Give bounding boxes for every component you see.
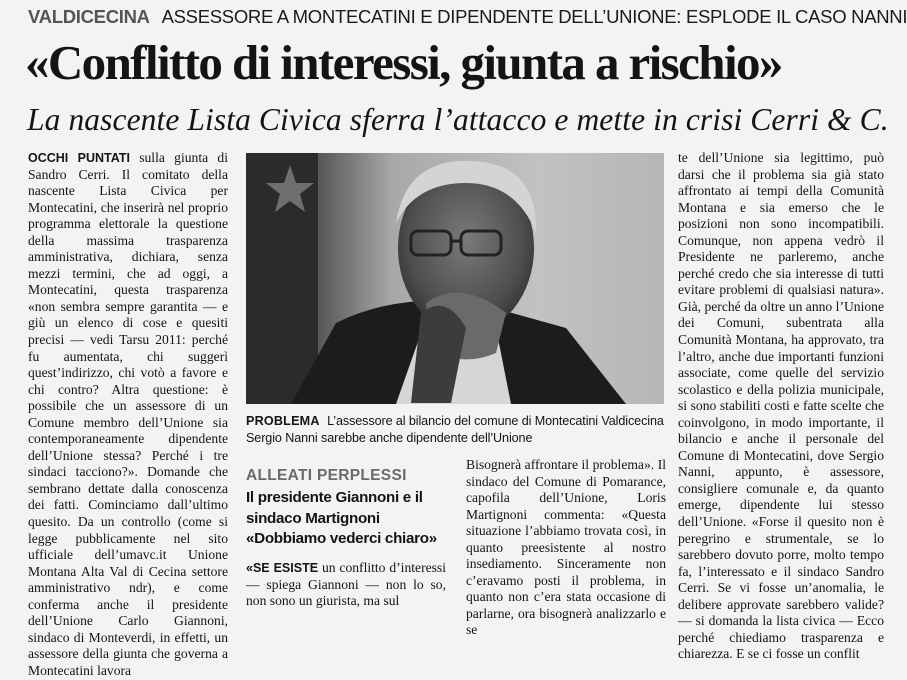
article-column-1: [28, 150, 228, 678]
sidebar-paragraph: [246, 560, 446, 610]
sidebar-body: [246, 560, 446, 609]
column-3-text: te dell’Unione sia legittimo, può darsi che il problema sia già stato affrontato ai tempi della Comunità Montana e sia emerso che le posizioni non sono incompatibili. Comunque, non appena vedrò il Presidente ne parleremo, anche perché credo che sia interesse di tutti evitare problemi di qualsiasi natura». Già, perché da oltre un anno l’Unione dei Comuni, subentrata alla Comunità Montana, ha approvato, tra l’altro, anche due importanti funzioni associate, come quelle del servizio scolastico e della polizia municipale, si sono stabiliti costi e fatte scelte che coinvolgono, in modo importante, il bilancio e anche il personale del Comune di Montecatini, dove Sergio Nanni, appunto, è assessore, consigliere comunale e, da quanto emerge, dipendente lui stesso dell’Unione. «Forse il quesito non è peregrino e strumentale, se lo sarebbero dovuto porre, molto tempo fa, l’interessato e il sindaco Sandro Cerri. Se vi fosse un’anomalia, le delibere approvate sarebbero valide? — si domanda la lista civica — Ecco perché chiediamo trasparenza e chiarezza. E se ci fosse un conflit: [678, 150, 884, 662]
column-2-text: Bisognerà affrontare il problema». Il sindaco del Comune di Pomarance, capofila dell’Unione, Loris Martignoni commenta: «Questa situazione l’abbiamo trovata così, in quanto preesistente al nostro insediamento. Sinceramente non c’eravamo posti il problema, in quanto non c’era stata occasione di parlarne, ora bisognerà analizzarlo e se: [466, 457, 666, 638]
portrait-photo: [246, 153, 664, 404]
article-column-2: [466, 457, 666, 638]
sidebar-text: un conflitto d’interessi — spiega Giannoni — non lo so, non sono un giurista, ma sul: [246, 560, 446, 609]
column-1-paragraph: [28, 150, 228, 680]
article-photo: [246, 153, 664, 404]
photo-caption: [246, 413, 666, 449]
subheadline: La nascente Lista Civica sferra l’attacco e mette in crisi Cerri & C.: [27, 102, 889, 137]
caption-label: PROBLEMA: [246, 414, 320, 428]
sidebar-title: Il presidente Giannoni e il sindaco Martignoni «Dobbiamo vederci chiaro»: [246, 489, 437, 547]
article-column-3: [678, 150, 884, 662]
kicker-text: ASSESSORE A MONTECATINI E DIPENDENTE DELL’UNIONE: ESPLODE IL CASO NANNI: [161, 6, 907, 27]
section-kicker: [28, 6, 907, 28]
caption-text: L’assessore al bilancio del comune di Montecatini Valdicecina Sergio Nanni sarebbe anche dipendente dell’Unione: [246, 414, 664, 445]
sidebar-kicker: ALLEATI PERPLESSI: [246, 467, 407, 484]
headline: «Conflitto di interessi, giunta a rischio»: [25, 35, 782, 90]
sidebar-lead: «SE ESISTE: [246, 561, 319, 575]
kicker-place: VALDICECINA: [28, 6, 150, 27]
column-1-lead: OCCHI PUNTATI: [28, 151, 130, 165]
column-1-text: sulla giunta di Sandro Cerri. Il comitato della nascente Lista Civica per Montecatini, che inserirà nel proprio programma elettorale la questione della massima trasparenza amministrativa, dichiara, senza mezzi termini, che ad oggi, a Montecatini, questa trasparenza «non sembra sempre garantita — e giù un elenco di cose e quesiti precisi — vedi Tarsu 2011: perché fu aumentata, chi suggerì quest’indirizzo, chi votò a favore e chi contro? Altra questione: è possibile che un assessore di un Comune membro dell’Unione sia contemporaneamente dipendente dell’Unione stessa? Perché i tre sindaci tacciono?». Domande che sembrano dettate dalla conoscenza dei fatti. Cominciamo dall’ultimo quesito. Da un controllo (come si legge pubblicamente nel sito ufficiale dell’umavc.it Unione Montana Alta Val di Cecina settore amministrativo ndr), e come conferma anche il presidente dell’Unione Carlo Giannoni, sindaco di Monteverdi, in effetti, un assessore della giunta che governa a Montecatini lavora: [28, 150, 228, 678]
